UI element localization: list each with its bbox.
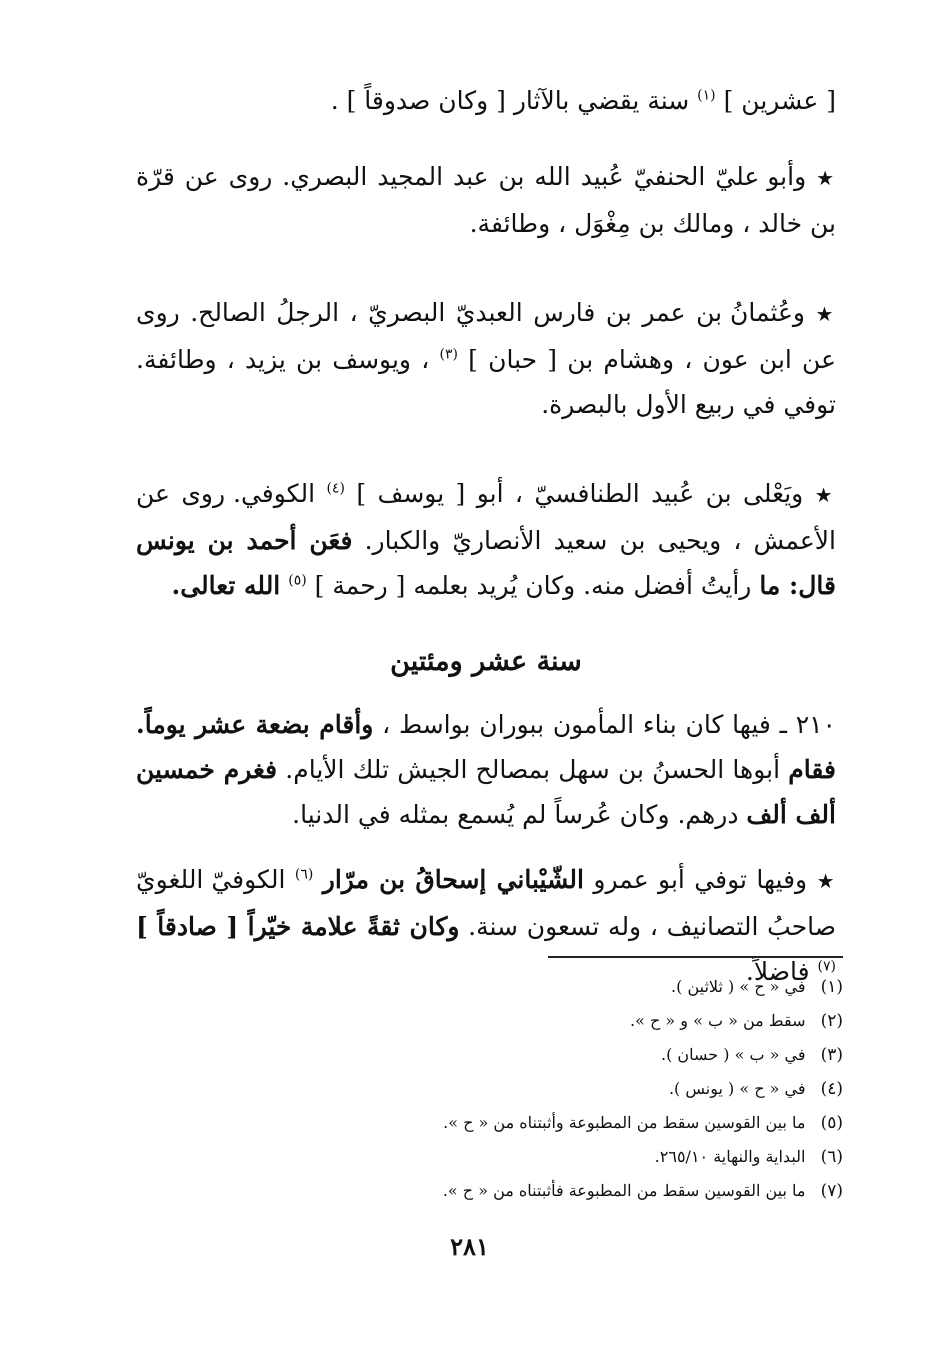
text-segment: أبوها الحسنُ بن سهل بمصالح الجيش تلك الأيام. xyxy=(285,755,781,784)
star-icon: ★ xyxy=(816,166,836,190)
entry-year-210 xyxy=(136,702,836,837)
footnote-text: في « ب » ( حسان ). xyxy=(660,1045,806,1064)
footnote-divider xyxy=(548,956,843,958)
section-heading: سنة عشر ومئتين xyxy=(390,646,582,677)
footnote-7 xyxy=(323,1174,843,1208)
footnote-ref[interactable]: (٤) xyxy=(326,480,345,497)
text-segment: [ عشرين ] xyxy=(723,86,836,115)
footnote-ref[interactable]: (٣) xyxy=(439,346,458,363)
text-segment: الكوفي. روى عن الأعمش ، ويحيى بن سعيد الأنصاريّ والكبار. xyxy=(136,479,836,555)
bold-segment: وأقام بضعة عشر يوماً. فقام xyxy=(136,710,836,784)
footnote-6 xyxy=(323,1140,843,1174)
footnote-text: ما بين القوسين سقط من المطبوعة وأثبتناه من « ح ». xyxy=(443,1113,806,1132)
bold-segment: الشّيْباني إسحاقُ بن مرّار xyxy=(322,865,584,894)
footnote-text: سقط من « ب » و « ح ». xyxy=(630,1011,806,1030)
star-icon: ★ xyxy=(815,302,837,326)
footnote-number: (٤) xyxy=(820,1079,843,1099)
footnote-4 xyxy=(323,1072,843,1106)
footnote-ref[interactable]: (٦) xyxy=(294,866,314,883)
text-segment: الكوفيّ اللغويّ صاحبُ التصانيف ، وله تسعون سنة. xyxy=(136,865,837,941)
star-icon: ★ xyxy=(814,483,837,507)
entry-uthman-ibn-umar xyxy=(136,290,836,427)
text-segment: فاضلاً. xyxy=(745,957,810,986)
footnote-number: (٦) xyxy=(820,1147,843,1167)
footnote-3 xyxy=(323,1038,843,1072)
footnote-number: (٣) xyxy=(820,1045,843,1065)
text-segment: ويَعْلى بن عُبيد الطنافسيّ ، أبو [ يوسف ] xyxy=(356,479,804,508)
entry-text: وأبو عليّ الحنفيّ عُبيد الله بن عبد المجيد البصري. روى عن قرّة بن خالد ، ومالك بن مِغْوَل ، وطائفة. xyxy=(136,162,836,238)
text-segment: ـ فيها كان بناء المأمون ببوران بواسط ، xyxy=(382,710,787,739)
footnote-text: في « ح » ( يونس ). xyxy=(668,1079,806,1098)
bold-segment: فغرم خمسين ألف ألف xyxy=(136,755,836,829)
footnote-ref[interactable]: (٥) xyxy=(288,572,307,589)
main-text xyxy=(136,78,836,1025)
footnote-2 xyxy=(323,1004,843,1038)
footnote-number: (٥) xyxy=(820,1113,843,1133)
footnote-ref[interactable]: (١) xyxy=(697,87,716,104)
bold-segment: وكان ثقةً علامة خيّراً [ صادقاً ] xyxy=(136,912,460,941)
footnote-text: ما بين القوسين سقط من المطبوعة فأثبتناه من « ح ». xyxy=(442,1181,806,1200)
footnote-5 xyxy=(323,1106,843,1140)
text-segment: وعُثمانُ بن عمر بن فارس العبديّ البصريّ ، الرجلُ الصالح. روى عن ابن عون ، وهشام بن [ حبان ] xyxy=(136,298,836,374)
footnote-number: (٧) xyxy=(820,1181,843,1201)
footnote-number: (٢) xyxy=(820,1011,843,1031)
footnote-1 xyxy=(323,970,843,1004)
footnote-ref[interactable]: (٧) xyxy=(817,958,836,975)
text-segment: وفيها توفي أبو عمرو xyxy=(593,865,808,894)
text-segment: سنة يقضي بالآثار [ وكان صدوقاً ] . xyxy=(330,86,690,115)
bold-segment: فعَن أحمد بن يونس قال: ما xyxy=(136,526,836,600)
footnote-text: البداية والنهاية ٢٦٥/١٠. xyxy=(654,1147,806,1166)
footnote-text: في « ح » ( ثلاثين ). xyxy=(671,977,806,996)
page-number: ٢٨١ xyxy=(450,1232,489,1261)
entry-abu-ali-hanafi xyxy=(136,154,836,246)
entry-number: ٢١٠ xyxy=(795,710,836,739)
footnote-number: (١) xyxy=(820,977,843,997)
footnotes xyxy=(323,970,843,1208)
text-segment: رأيتُ أفضل منه. وكان يُريد بعلمه [ رحمة ] xyxy=(314,571,752,600)
star-icon: ★ xyxy=(816,869,836,893)
entry-yala-ibn-ubayd xyxy=(136,471,836,608)
text-segment: درهم. وكان عُرساً لم يُسمع بمثله في الدنيا. xyxy=(292,800,739,829)
text-segment: ، ويوسف بن يزيد ، وطائفة. توفي في ربيع الأول بالبصرة. xyxy=(136,345,836,419)
bold-segment: الله تعالى. xyxy=(171,571,281,600)
paragraph-intro xyxy=(136,78,836,123)
